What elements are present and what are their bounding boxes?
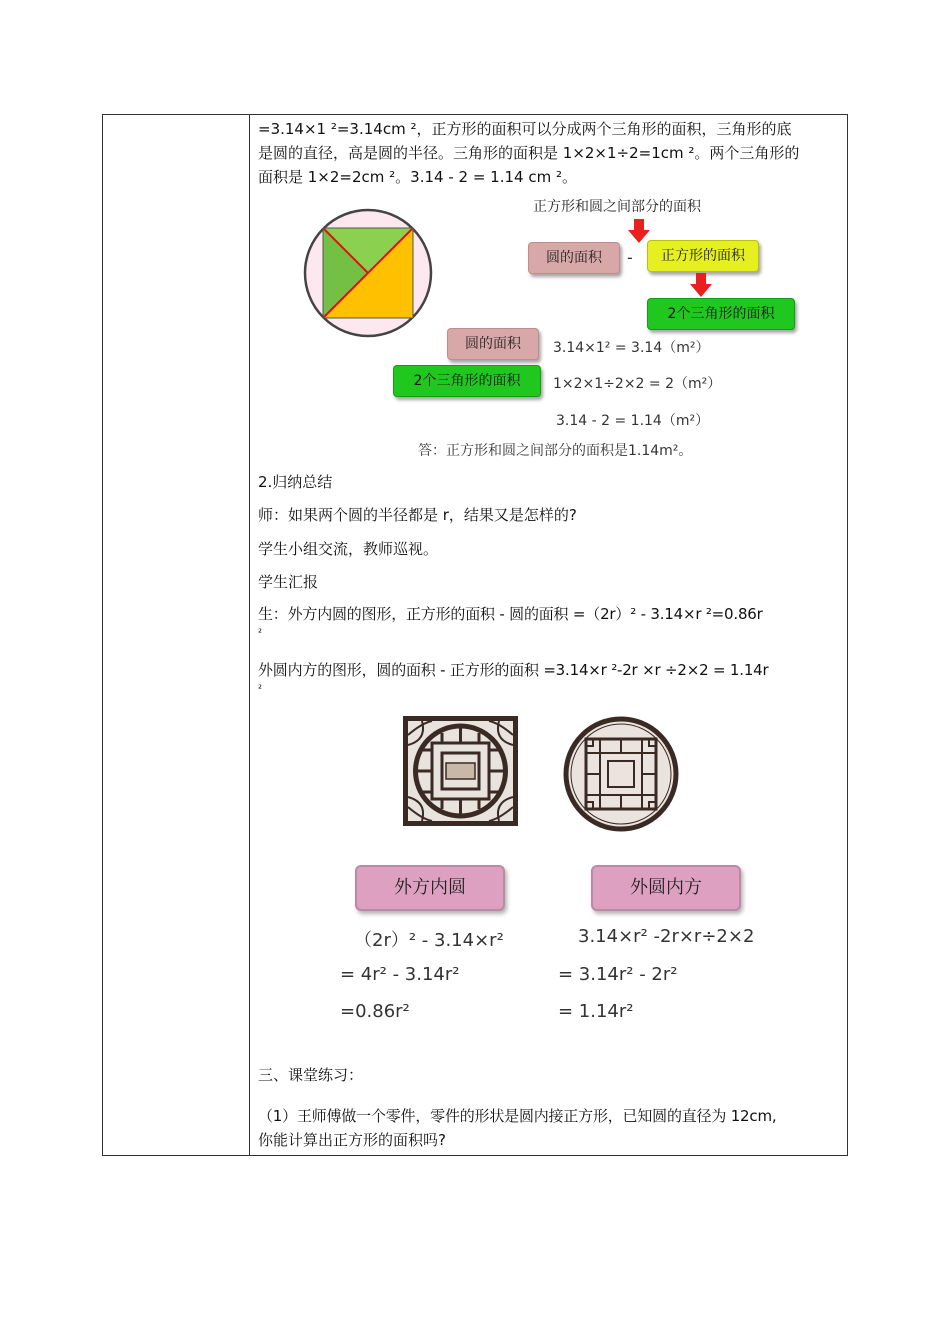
label-outer-square: 外方内圆 (355, 865, 505, 911)
practice-question-line-2: 你能计算出正方形的面积吗? (258, 1131, 446, 1149)
student-answer-2-sup: ² (258, 684, 263, 695)
intro-line-2: 是圆的直径，高是圆的半径。三角形的面积是 1×2×1÷2=1cm ²。两个三角形的 (258, 144, 800, 162)
practice-title: 三、课堂练习： (258, 1066, 364, 1084)
row3-calc: 3.14 - 2 = 1.14（m²） (556, 413, 710, 429)
diagram1-answer: 答：正方形和圆之间部分的面积是1.14m²。 (418, 443, 693, 459)
left-column (103, 115, 250, 1155)
practice-question-line-1: （1）王师傅做一个零件，零件的形状是圆内接正方形，已知圆的直径为 12cm, (258, 1107, 777, 1125)
intro-line-3: 面积是 1×2=2cm ²。3.14 - 2 = 1.14 cm ²。 (258, 168, 577, 186)
left-formula-3: =0.86r² (340, 1001, 410, 1022)
row2-calc: 1×2×1÷2×2 = 2（m²） (553, 376, 722, 392)
circle-square-figure (302, 207, 434, 339)
triangles-area-box: 2个三角形的面积 (647, 298, 795, 330)
student-report: 学生汇报 (258, 573, 319, 591)
label-outer-circle: 外圆内方 (591, 865, 741, 911)
right-formula-3: = 1.14r² (558, 1001, 634, 1022)
teacher-question: 师：如果两个圆的半径都是 r，结果又是怎样的? (258, 506, 577, 524)
intro-line-1: =3.14×1 ²=3.14cm ²，正方形的面积可以分成两个三角形的面积，三角形的底 (258, 120, 792, 138)
content-cell (250, 115, 847, 1155)
arrow-down-icon (628, 219, 650, 243)
square-window-figure (402, 715, 519, 827)
circle-window-figure (563, 716, 679, 832)
minus-sign: - (627, 248, 633, 267)
square-area-box: 正方形的面积 (647, 240, 759, 272)
left-formula-1: （2r）² - 3.14×r² (354, 930, 504, 951)
right-formula-2: = 3.14r² - 2r² (558, 964, 678, 985)
row1-calc: 3.14×1² = 3.14（m²） (553, 340, 710, 356)
row1-label-box: 圆的面积 (447, 328, 539, 360)
circle-area-box: 圆的面积 (528, 242, 620, 274)
row2-label-box: 2个三角形的面积 (393, 365, 541, 397)
student-answer-1-sup: ² (258, 628, 263, 639)
lesson-table (102, 114, 848, 1156)
student-answer-1: 生：外方内圆的图形，正方形的面积 - 圆的面积 =（2r）² - 3.14×r ²=0.86r (258, 605, 763, 623)
diagram1-heading: 正方形和圆之间部分的面积 (533, 199, 701, 215)
arrow-down-icon (690, 273, 712, 297)
student-answer-2: 外圆内方的图形，圆的面积 - 正方形的面积 =3.14×r ²-2r ×r ÷2×2 = 1.14r (258, 661, 769, 679)
summary-title: 2.归纳总结 (258, 473, 333, 491)
group-discussion: 学生小组交流，教师巡视。 (258, 540, 439, 558)
left-formula-2: = 4r² - 3.14r² (340, 964, 460, 985)
right-formula-1: 3.14×r² -2r×r÷2×2 (578, 926, 755, 947)
